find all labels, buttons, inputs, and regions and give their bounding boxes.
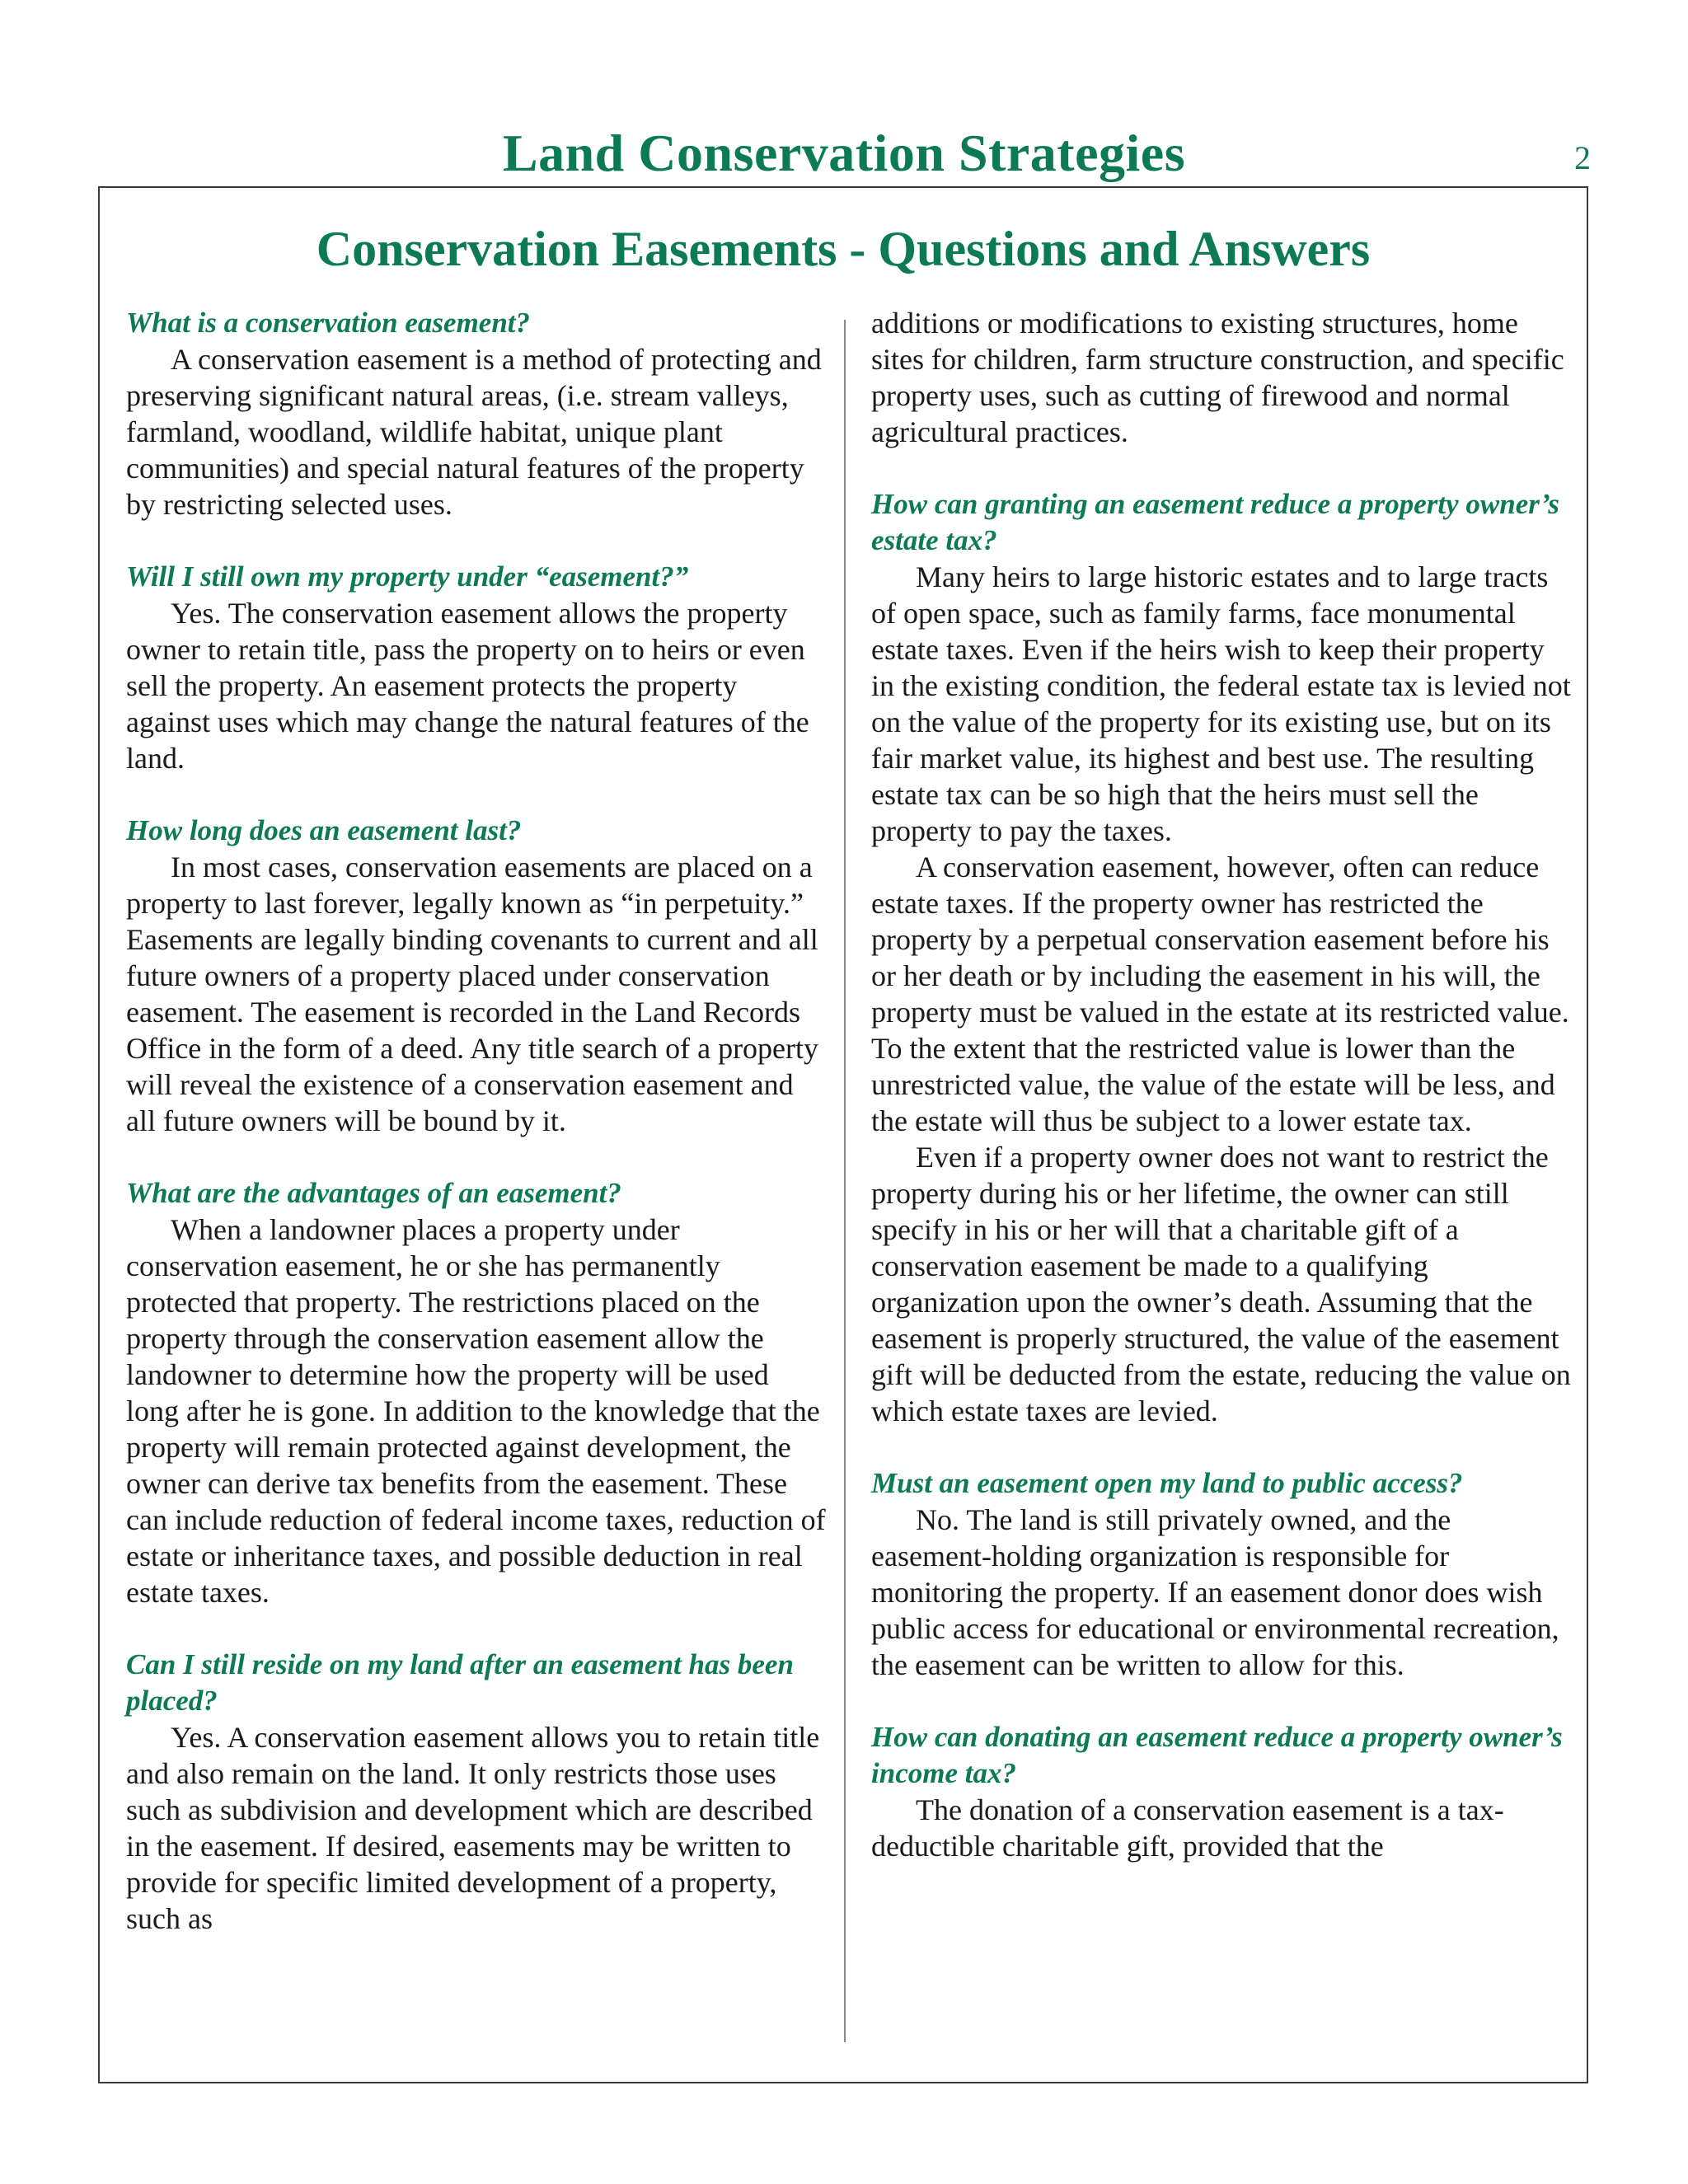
qa-ownership <box>126 559 827 776</box>
answer: Yes. A conservation easement allows you to retain title and also remain on the land. It only restricts those uses such as subdivision and development which are described in the easement. If desired, easements may be written to provide for specific limited development of a property, such as <box>126 1721 820 1935</box>
question: What are the advantages of an easement? <box>126 1177 621 1209</box>
section-title: Conservation Easements - Questions and Answers <box>316 222 1371 276</box>
right-column <box>871 305 1572 1864</box>
answer: A conservation easement is a method of protecting and preserving significant natural areas, (i.e. stream valleys, farmland, woodland, wildlife habitat, unique plant communities) and special natural features of the property by restricting selected uses. <box>126 343 822 521</box>
content-frame <box>98 186 1588 2083</box>
qa-estate-tax <box>871 486 1572 1429</box>
answer: When a landowner places a property under conservation easement, he or she has permanently protected that property. The restrictions placed on the property through the conservation easement allow the landowner to determine how the property will be used long after he is gone. In addition to the knowledge that the property will remain protected against development, the owner can derive tax benefits from the easement. These can include reduction of federal income taxes, reduction of estate or inheritance taxes, and possible deduction in real estate taxes. <box>126 1213 826 1609</box>
question: How can donating an easement reduce a property owner’s income tax? <box>871 1721 1563 1789</box>
answer: The donation of a conservation easement is a tax-deductible charitable gift, provided that the <box>871 1793 1504 1863</box>
qa-residence-continued <box>871 305 1572 450</box>
answer-paragraph: Many heirs to large historic estates and to large tracts of open space, such as family farms, face monumental estate taxes. Even if the heirs wish to keep their property in the existing condition, the federal estate tax is levied not on the value of the property for its existing use, but on its fair market value, its highest and best use. The resulting estate tax can be so high that the heirs must sell the property to pay the taxes. <box>871 560 1571 847</box>
question: What is a conservation easement? <box>126 307 531 339</box>
question: Will I still own my property under “easement?” <box>126 560 689 593</box>
question: Must an easement open my land to public access? <box>871 1467 1463 1499</box>
qa-advantages <box>126 1175 827 1610</box>
question: Can I still reside on my land after an easement has been placed? <box>126 1648 794 1717</box>
answer: No. The land is still privately owned, and the easement-holding organization is responsible for monitoring the property. If an easement donor does wish public access for educational or environmental recreation, the easement can be written to allow for this. <box>871 1503 1559 1681</box>
qa-public-access <box>871 1465 1572 1683</box>
qa-duration <box>126 813 827 1139</box>
answer-paragraph: Even if a property owner does not want to restrict the property during his or her lifetime, the owner can still specify in his or her will that a charitable gift of a conservation easement be made to a qualifying organization upon the owner’s death. Assuming that the easement is properly structured, the value of the easement gift will be deducted from the estate, reducing the value on which estate taxes are levied. <box>871 1141 1571 1427</box>
column-divider <box>844 320 846 2042</box>
answer: Yes. The conservation easement allows the property owner to retain title, pass the property on to heirs or even sell the property. An easement protects the property against uses which may change the natural features of the land. <box>126 597 809 775</box>
qa-what-is-easement <box>126 305 827 523</box>
answer: In most cases, conservation easements are placed on a property to last forever, legally known as “in perpetuity.” Easements are legally binding covenants to current and all future owners of a property placed under conservation easement. The easement is recorded in the Land Records Office in the form of a deed. Any title search of a property will reveal the existence of a conservation easement and all future owners will be bound by it. <box>126 851 819 1137</box>
answer-continuation: additions or modifications to existing structures, home sites for children, farm structure construction, and specific property uses, such as cutting of firewood and normal agricultural practices. <box>871 307 1564 448</box>
qa-income-tax <box>871 1719 1572 1864</box>
page-number: 2 <box>1574 139 1591 176</box>
answer-paragraph: A conservation easement, however, often can reduce estate taxes. If the property owner has restricted the property by a perpetual conservation easement before his or her death or by including the easement in his will, the property must be valued in the estate at its restricted value. To the extent that the restricted value is lower than the unrestricted value, the value of the estate will be less, and the estate will thus be subject to a lower estate tax. <box>871 851 1569 1137</box>
running-title: Land Conservation Strategies <box>502 124 1186 182</box>
question: How can granting an easement reduce a property owner’s estate tax? <box>871 488 1559 556</box>
question: How long does an easement last? <box>126 814 522 846</box>
qa-residence <box>126 1647 827 1937</box>
left-column <box>126 305 827 1937</box>
